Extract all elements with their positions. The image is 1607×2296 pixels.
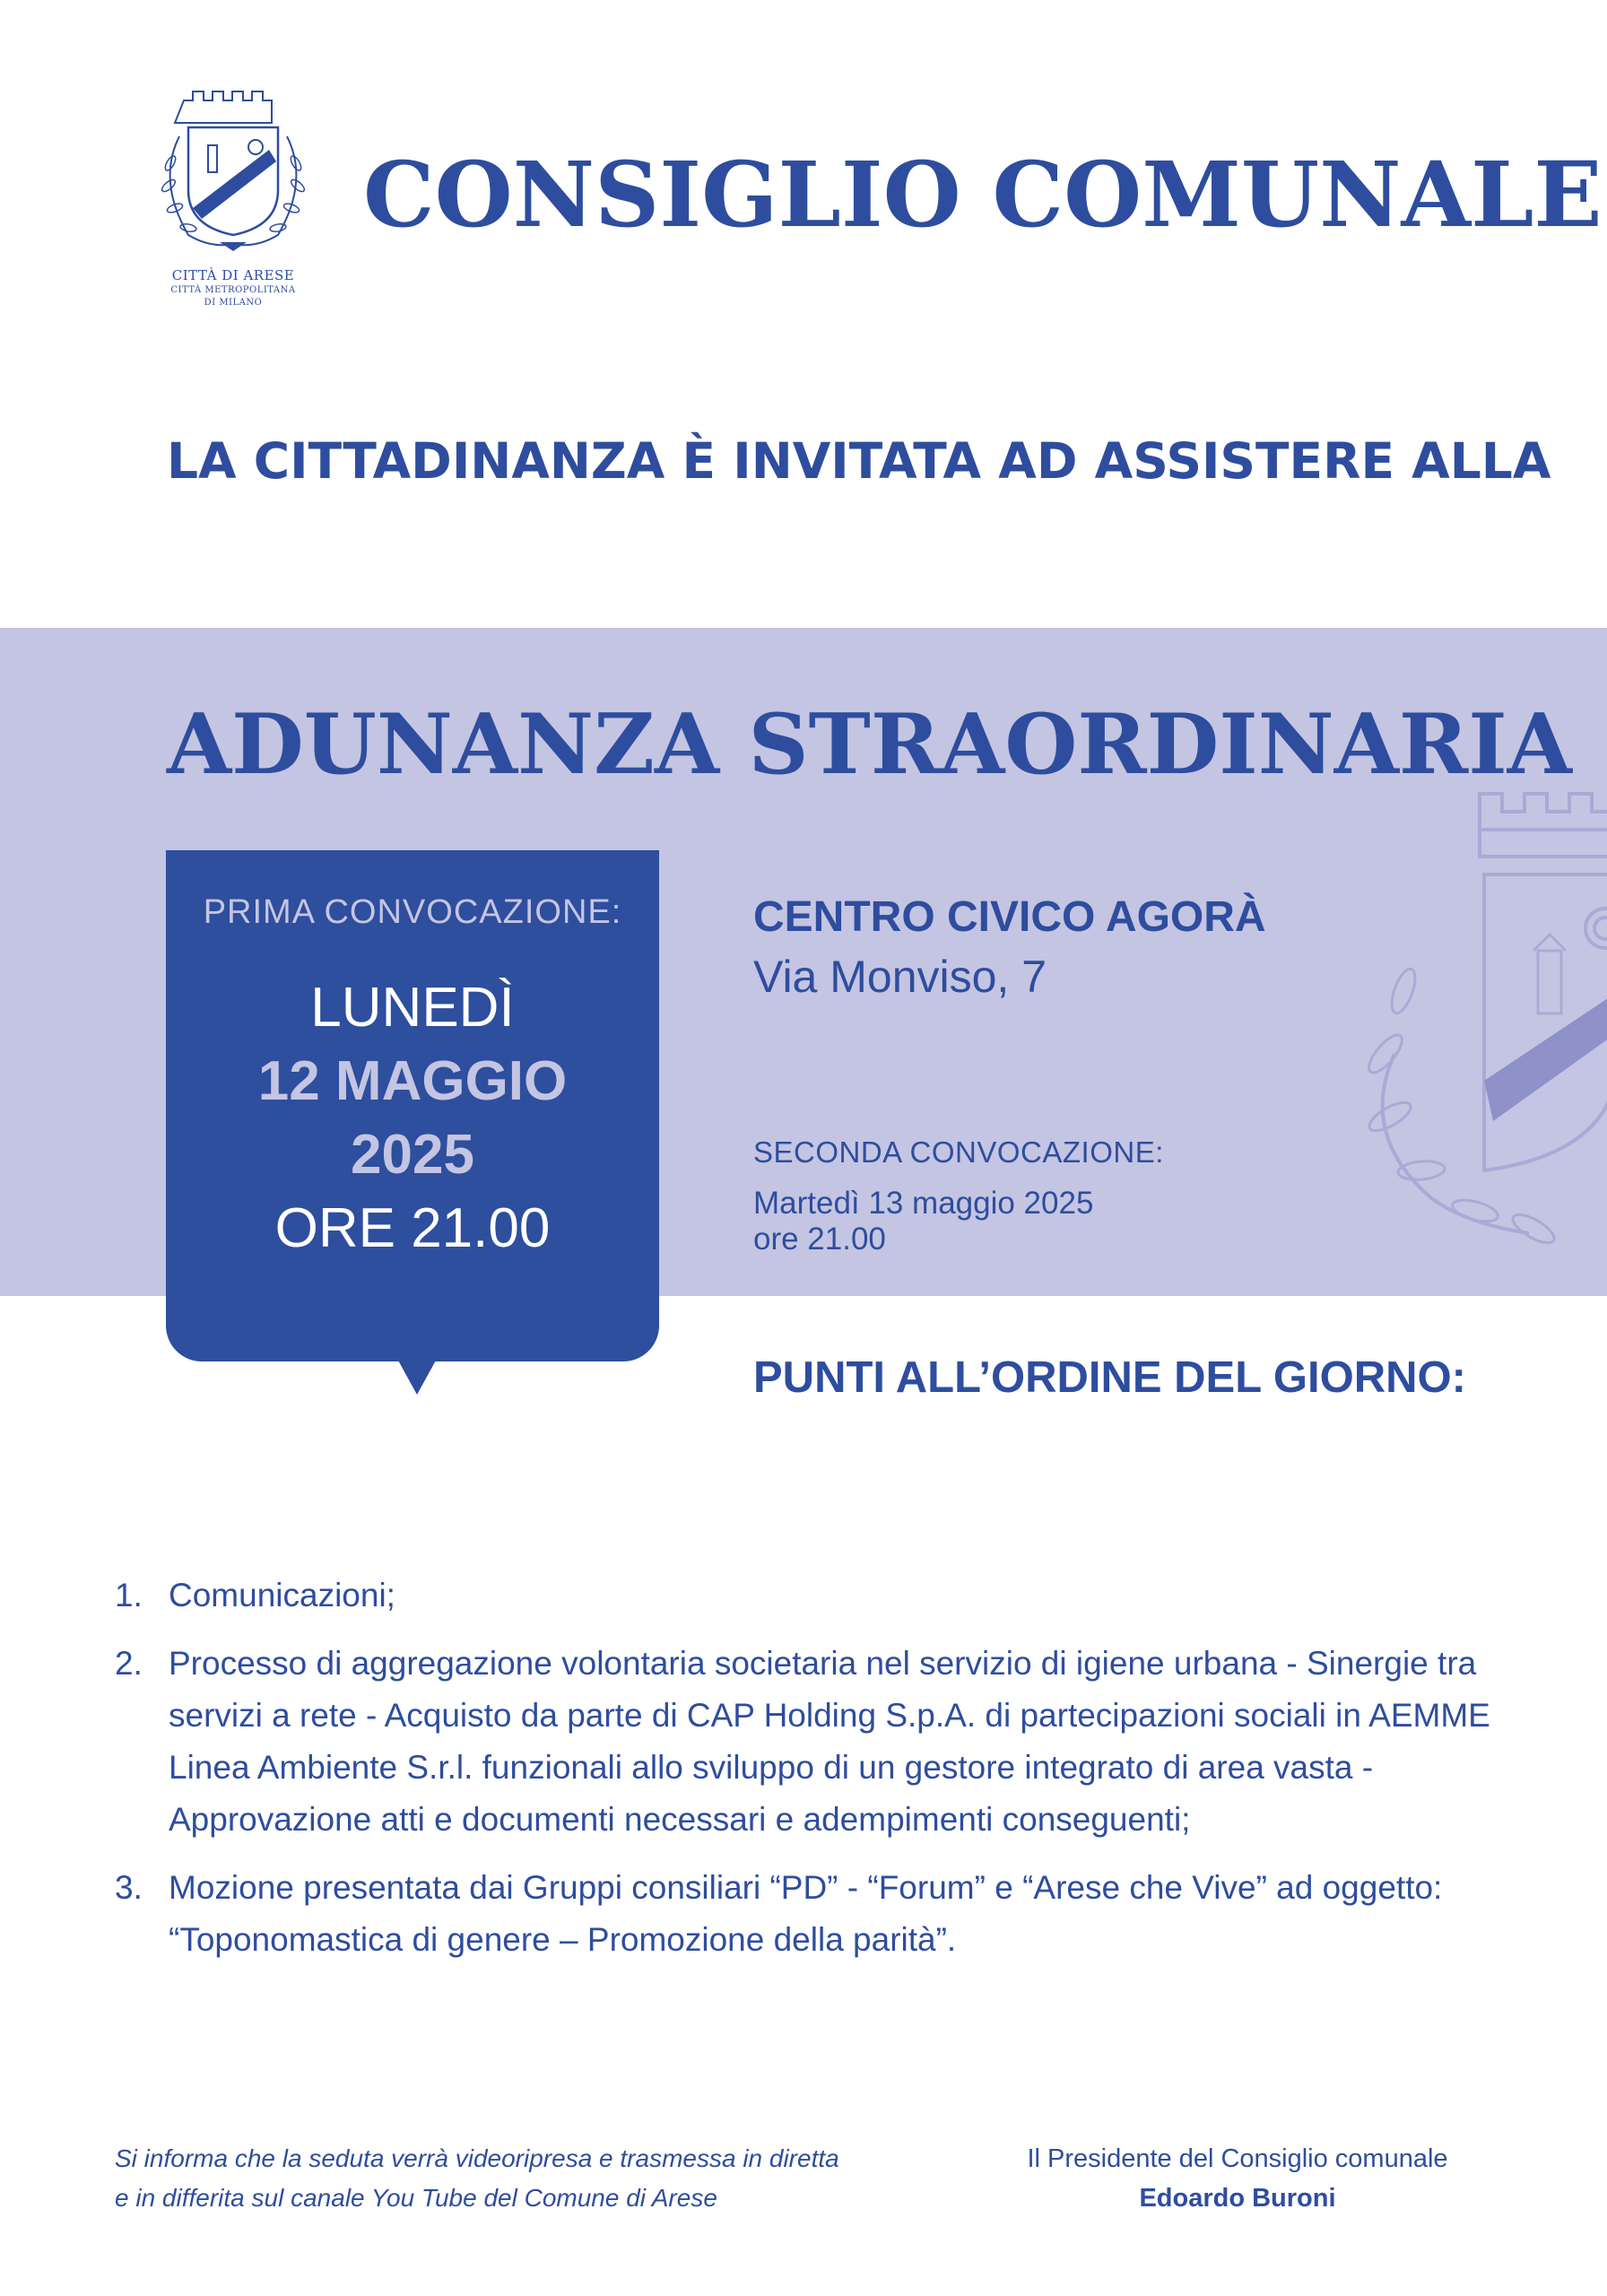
agenda-item [115,1638,1496,1846]
city-crest-logo [143,83,323,316]
agenda-item-text: Comunicazioni; [169,1577,395,1613]
agenda-title: PUNTI ALL’ORDINE DEL GIORNO: [753,1353,1466,1402]
broadcast-notice-line1: Si informa che la seduta verrà videoripresa e trasmessa in diretta [115,2144,839,2172]
second-call-label: SECONDA CONVOCAZIONE: [753,1135,1164,1169]
venue-name: CENTRO CIVICO AGORÀ [753,893,1266,941]
signature-name: Edoardo Buroni [1139,2184,1336,2213]
agenda-item-number: 2. [115,1645,143,1682]
logo-metro-line2: DI MILANO [204,298,263,308]
agenda-item-number: 3. [115,1869,143,1906]
signature-role: Il Presidente del Consiglio comunale [1027,2144,1448,2173]
agenda-item-text: Mozione presentata dai Gruppi consiliari “PD” - “Forum” e “Arese che Vive” ad oggetto: “Toponomastica di genere – Promozione della parità”. [169,1869,1443,1958]
broadcast-notice-line2: e in differita sul canale You Tube del Comune di Arese [115,2184,717,2212]
agenda-item [115,1862,1496,1966]
first-call-day: LUNEDÌ [310,977,515,1039]
crest-icon [143,83,323,262]
agenda-item-number: 1. [115,1577,143,1613]
first-call-box-pointer [397,1359,437,1395]
meeting-type-heading: ADUNANZA STRAORDINARIA [167,695,1572,793]
first-call-time: ORE 21.00 [274,1197,551,1259]
watermark-crest-icon [1350,722,1607,1278]
agenda-list [115,1570,1496,1982]
second-call-date: Martedì 13 maggio 2025 [753,1186,1094,1221]
logo-city-name: CITTÀ DI ARESE [171,267,295,283]
broadcast-notice [115,2139,839,2218]
first-call-year: 2025 [351,1124,474,1186]
first-call-box [166,850,659,1361]
second-call-time: ore 21.00 [753,1222,886,1257]
first-call-date: 12 MAGGIO [257,1050,568,1112]
agenda-item [115,1570,1496,1622]
agenda-item-text: Processo di aggregazione volontaria societaria nel servizio di igiene urbana - Sinergie tra servizi a rete - Acquisto da parte di CAP Holding S.p.A. di partecipazioni sociali in AEMME Linea Ambiente S.r.l. funzionali allo sviluppo di un gestore integrato di area vasta - Approvazione atti e documenti necessari e adempimenti conseguenti; [169,1645,1490,1838]
page-title: CONSIGLIO COMUNALE [363,142,1603,248]
first-call-label: PRIMA CONVOCAZIONE: [203,893,622,931]
signature-block [986,2139,1489,2218]
logo-metro-line1: CITTÀ METROPOLITANA [170,285,296,295]
venue-address: Via Monviso, 7 [753,952,1047,1002]
invitation-line: LA CITTADINANZA È INVITATA AD ASSISTERE ALLA [167,432,1551,490]
